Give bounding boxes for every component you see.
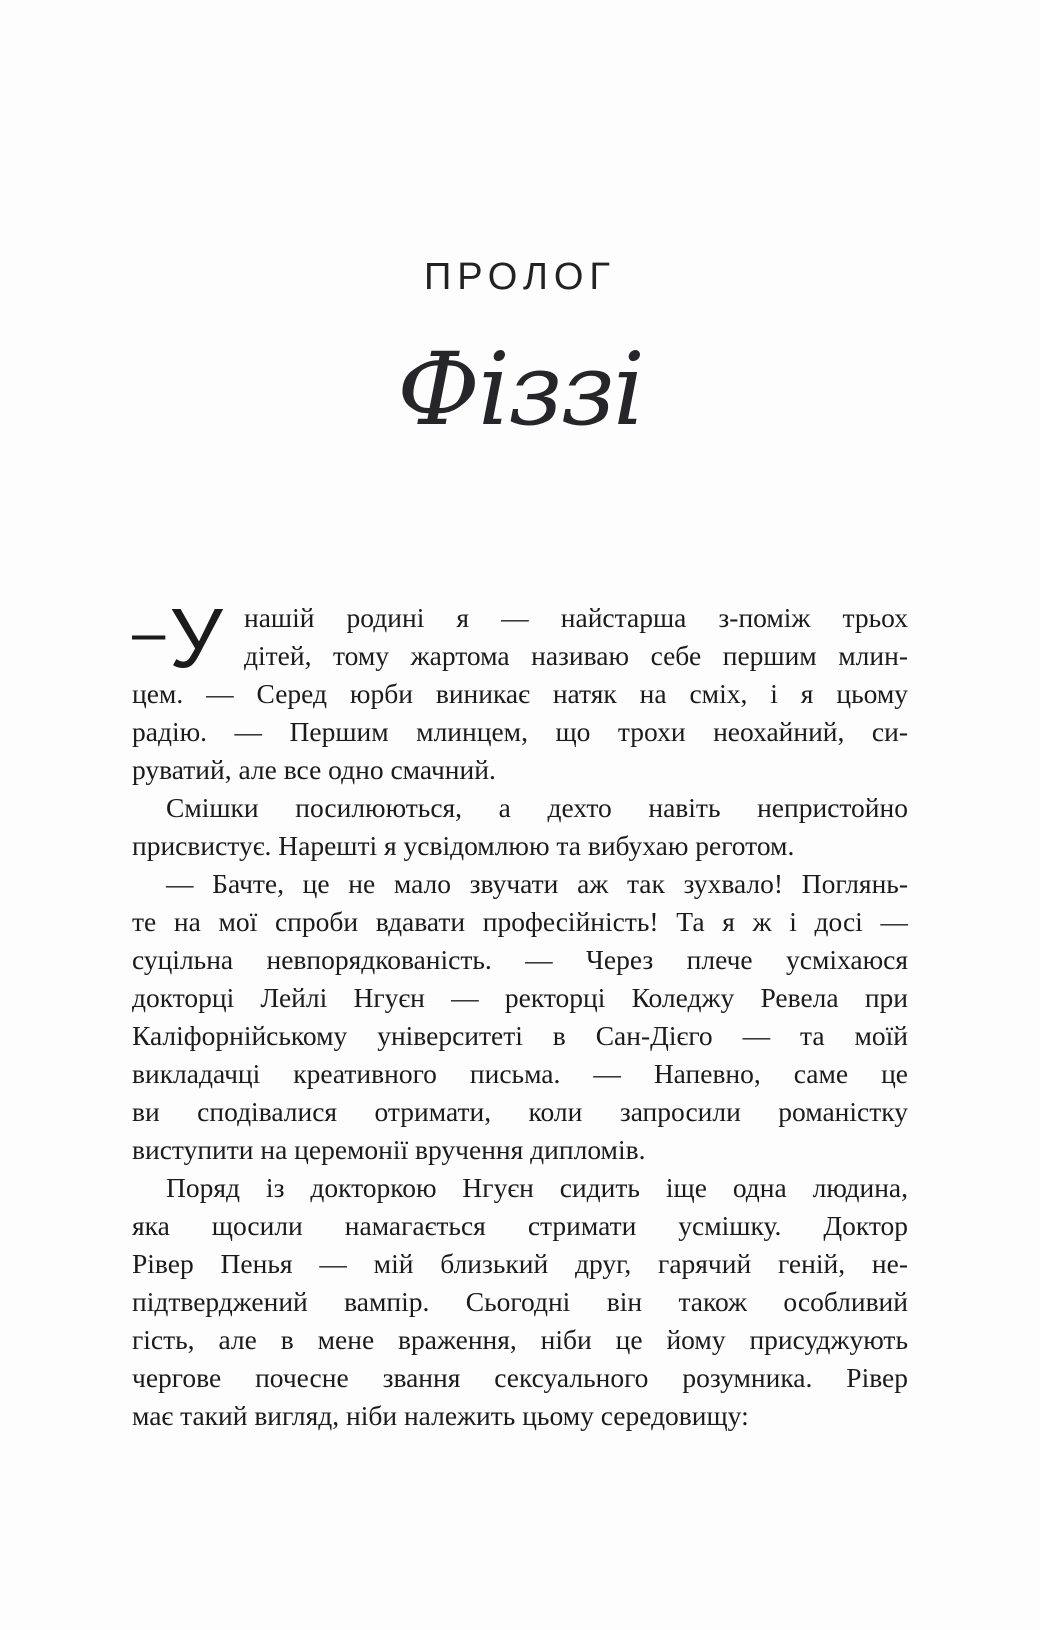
paragraph	[132, 591, 908, 789]
drop-cap-letter: У	[169, 591, 223, 685]
text-line: руватий, але все одно смачний.	[132, 754, 496, 785]
paragraph	[132, 1169, 908, 1435]
text-line: суцільна невпорядкованість. — Через плече усміхаюся	[132, 944, 908, 975]
text-line: виступити на церемонії вручення дипломів.	[132, 1134, 646, 1165]
drop-cap	[132, 591, 223, 685]
text-line: чергове почесне звання сексуального розумника. Рівер	[132, 1362, 908, 1393]
text-line: Смішки посилюються, а дехто навіть непристойно	[166, 792, 908, 823]
paragraph	[132, 789, 908, 865]
chapter-script-title: Фіззі	[396, 331, 644, 448]
chapter-heading: ПРОЛОГ	[423, 256, 617, 298]
text-line: дітей, тому жартома називаю себе першим млин-	[244, 640, 908, 671]
text-line: те на мої спроби вдавати професійність! Та я ж і досі —	[132, 906, 908, 937]
text-line: цем. — Серед юрби виникає натяк на сміх, і я цьому	[132, 678, 908, 709]
text-line: — Бачте, це не мало звучати аж так зухвало! Поглянь-	[166, 868, 908, 899]
text-line: має такий вигляд, ніби належить цьому середовищу:	[132, 1400, 749, 1431]
text-line: радію. — Першим млинцем, що трохи неохайний, си-	[132, 716, 908, 747]
text-line: докторці Лейлі Нгуєн — ректорці Коледжу Ревела при	[132, 982, 908, 1013]
text-line: гість, але в мене враження, ніби це йому присуджують	[132, 1324, 908, 1355]
text-line: присвистує. Нарешті я усвідомлюю та вибухаю реготом.	[132, 830, 795, 861]
text-line: ви сподівалися отримати, коли запросили романістку	[132, 1096, 908, 1127]
drop-cap-dash: –	[132, 599, 166, 666]
text-line: Рівер Пенья — мій близький друг, гарячий геній, не-	[132, 1248, 908, 1279]
text-line: підтверджений вампір. Сьогодні він також особливий	[132, 1286, 908, 1317]
text-line: Поряд із докторкою Нгуєн сидить іще одна людина,	[166, 1172, 908, 1203]
text-line: Каліфорнійському університеті в Сан-Дієго — та моїй	[132, 1020, 908, 1051]
body-text	[132, 591, 908, 1435]
text-line: нашій родині я — найстарша з-поміж трьох	[244, 602, 908, 633]
text-line: викладачці креативного письма. — Напевно, саме це	[132, 1058, 908, 1089]
text-line: яка щосили намагається стримати усмішку. Доктор	[132, 1210, 908, 1241]
paragraph	[132, 865, 908, 1169]
